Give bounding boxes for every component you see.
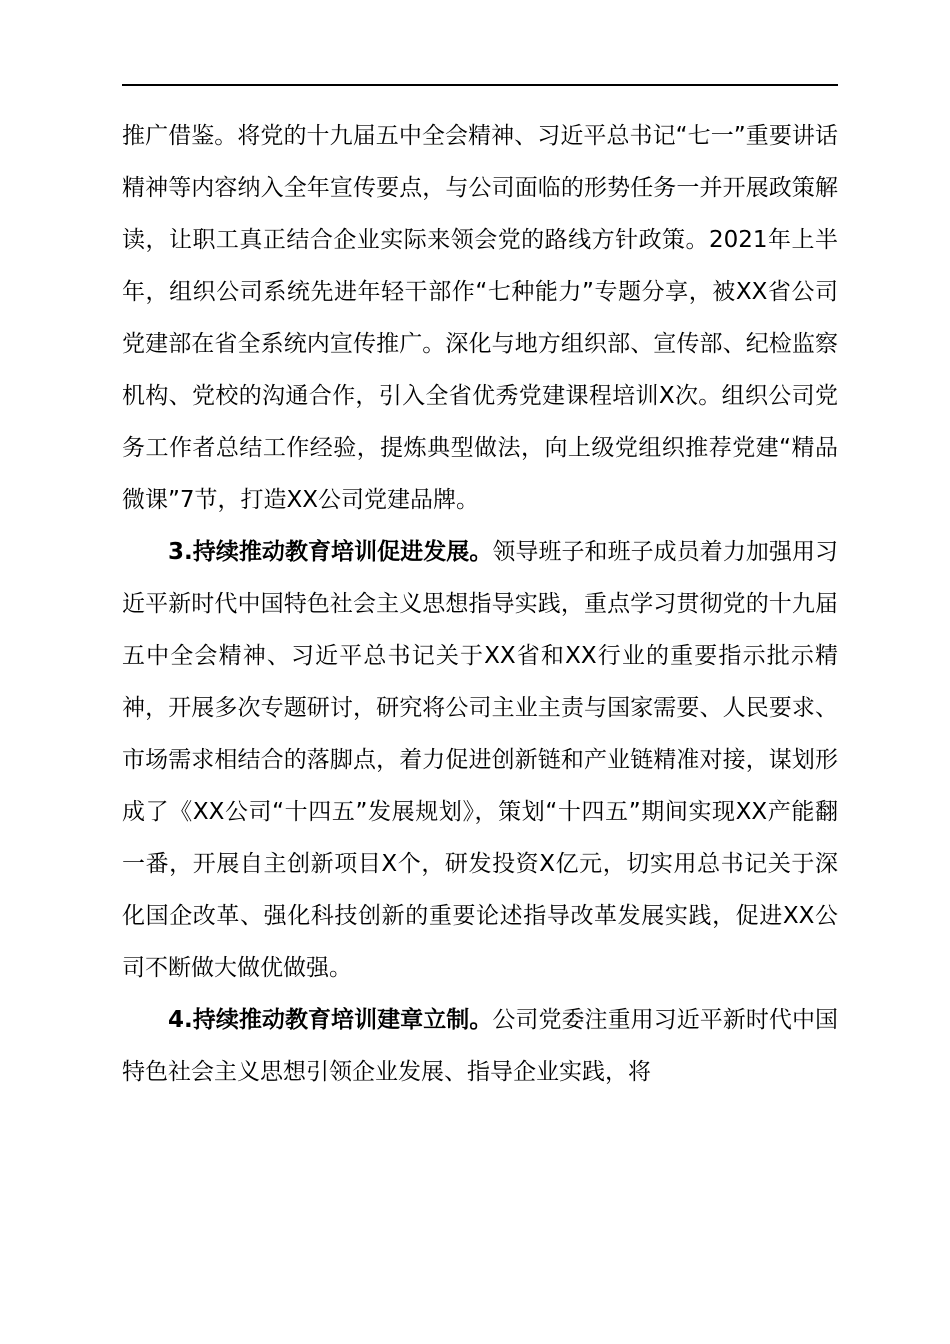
paragraph-text: 领导班子和班子成员着力加强用习近平新时代中国特色社会主义思想指导实践，重点学习贯彻党的十九届五中全会精神、习近平总书记关于XX省和XX行业的重要指示批示精神，开展多次专题研讨，研究将公司主业主责与国家需要、人民要求、市场需求相结合的落脚点，着力促进创新链和产业链精准对接，谋划形成了《XX公司“十四五”发展规划》，策划“十四五”期间实现XX产能翻一番，开展自主创新项目X个，研发投资X亿元，切实用总书记关于深化国企改革、强化科技创新的重要论述指导改革发展实践，促进XX公司不断做大做优做强。 <box>122 539 839 981</box>
paragraph-item-3 <box>122 526 838 994</box>
paragraph-text: 公司党委注重用习近平新时代中国特色社会主义思想引领企业发展、指导企业实践，将 <box>122 1007 839 1085</box>
header-rule <box>122 84 838 86</box>
paragraph-text: 推广借鉴。将党的十九届五中全会精神、习近平总书记“七一”重要讲话精神等内容纳入全年宣传要点，与公司面临的形势任务一并开展政策解读，让职工真正结合企业实际来领会党的路线方针政策。2021年上半年，组织公司系统先进年轻干部作“七种能力”专题分享，被XX省公司党建部在省全系统内宣传推广。深化与地方组织部、宣传部、纪检监察机构、党校的沟通合作，引入全省优秀党建课程培训X次。组织公司党务工作者总结工作经验，提炼典型做法，向上级党组织推荐党建“精品微课”7节，打造XX公司党建品牌。 <box>122 123 838 513</box>
paragraph-heading: 4.持续推动教育培训建章立制。 <box>168 1007 493 1033</box>
paragraph-heading: 3.持续推动教育培训促进发展。 <box>168 539 493 565</box>
paragraph-continuation <box>122 110 838 526</box>
document-body <box>122 110 838 1098</box>
paragraph-item-4 <box>122 994 838 1098</box>
